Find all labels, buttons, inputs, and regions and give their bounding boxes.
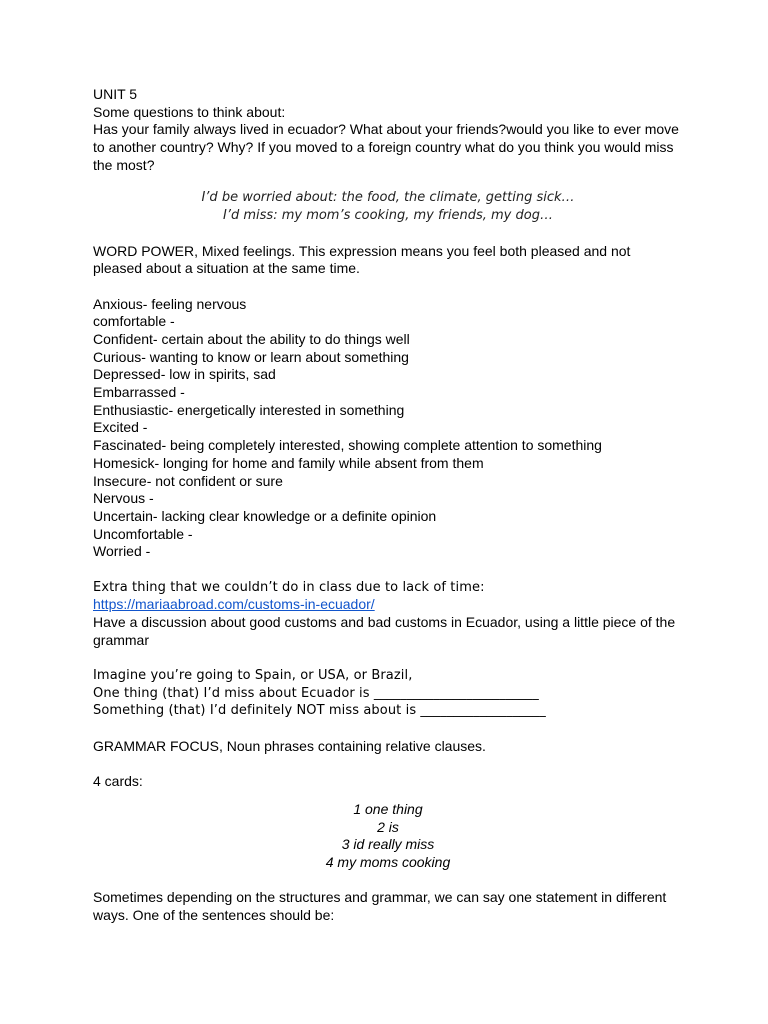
card-item: 3 id really miss (341, 836, 435, 853)
vocab-item: Depressed- low in spirits, sad (93, 366, 276, 383)
document-page (93, 86, 683, 925)
card-item: 2 is (377, 818, 399, 835)
vocab-item: Enthusiastic- energetically interested in something (93, 401, 405, 418)
vocab-item: Uncertain- lacking clear knowledge or a definite opinion (93, 507, 437, 524)
cards-list (93, 801, 683, 872)
card-item: 1 one thing (353, 800, 423, 817)
vocab-item: Uncomfortable - (93, 525, 193, 542)
vocab-item: Fascinated- being completely interested, showing complete attention to something (93, 437, 602, 454)
unit-title: UNIT 5 (93, 86, 138, 102)
cards-heading: 4 cards: (93, 773, 143, 790)
extra-heading: Extra thing that we couldn’t do in class due to lack of time: (93, 579, 485, 595)
word-power-paragraph: WORD POWER, Mixed feelings. This expression means you feel both pleased and not pleased about a situation at the same time. (93, 242, 631, 277)
example-miss: I’d miss: my mom’s cooking, my friends, my dog… (223, 208, 553, 224)
questions-heading: Some questions to think about: (93, 103, 286, 120)
imagine-line: Imagine you’re going to Spain, or USA, or Brazil, (93, 668, 413, 684)
customs-link[interactable]: https://mariaabroad.com/customs-in-ecuador/ (93, 596, 375, 613)
vocab-item: Homesick- longing for home and family while absent from them (93, 454, 484, 471)
vocab-item: Anxious- feeling nervous (93, 295, 247, 312)
vocab-item: Confident- certain about the ability to do things well (93, 331, 410, 348)
vocab-item: Excited - (93, 419, 148, 436)
vocab-item: Curious- wanting to know or learn about something (93, 348, 409, 365)
vocab-item: Nervous - (93, 490, 154, 507)
questions-text: Has your family always lived in ecuador? What about your friends?would you like to ever move to another country? Why? If you moved to a foreign country what do you think you would miss the most? (93, 121, 679, 173)
not-miss-line: Something (that) I’d definitely NOT miss about is ___________________ (93, 703, 546, 719)
closing-text: Sometimes depending on the structures and grammar, we can say one statement in different ways. One of the sentences should be: (93, 889, 667, 924)
vocab-item: comfortable - (93, 313, 175, 330)
discussion-text: Have a discussion about good customs and bad customs in Ecuador, using a little piece of the grammar (93, 614, 676, 648)
example-worried: I’d be worried about: the food, the climate, getting sick… (201, 190, 575, 206)
vocab-item: Embarrassed - (93, 384, 185, 401)
vocabulary-list (93, 296, 683, 561)
card-item: 4 my moms cooking (325, 853, 451, 870)
vocab-item: Insecure- not confident or sure (93, 472, 283, 489)
vocab-item: Worried - (93, 543, 151, 560)
grammar-focus: GRAMMAR FOCUS, Noun phrases containing relative clauses. (93, 737, 486, 754)
miss-line: One thing (that) I’d miss about Ecuador is _________________________ (93, 685, 539, 701)
